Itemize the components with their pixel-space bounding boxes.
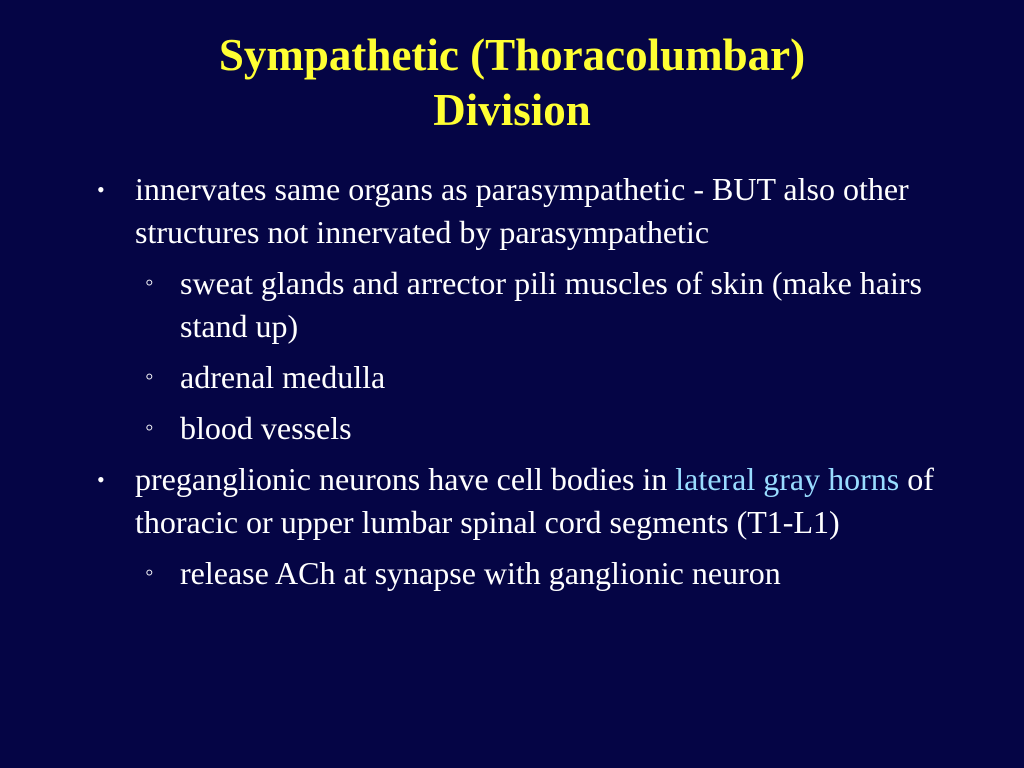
bullet-item <box>0 458 955 544</box>
slide-title <box>0 28 1024 138</box>
sub-bullet-item <box>0 407 940 450</box>
sub-bullet-text: adrenal medulla <box>180 359 386 395</box>
sub-bullet-marker: ◦ <box>145 415 154 441</box>
highlight-term: lateral gray horns <box>675 461 900 497</box>
sub-bullet-text: blood vessels <box>180 410 352 446</box>
bullet-item <box>0 168 955 254</box>
bullet-marker: • <box>97 467 105 492</box>
sub-bullet-marker: ◦ <box>145 364 154 390</box>
bullet-text-before: preganglionic neurons have cell bodies in <box>135 461 676 497</box>
sub-bullet-item <box>0 552 940 595</box>
slide-title-line-2: Division <box>433 85 591 135</box>
slide-body <box>0 168 1024 603</box>
sub-bullet-marker: ◦ <box>145 270 154 296</box>
slide-title-line-1: Sympathetic (Thoracolumbar) <box>218 30 806 80</box>
sub-bullet-item <box>0 356 940 399</box>
sub-bullet-marker: ◦ <box>145 560 154 586</box>
sub-bullet-item <box>0 262 940 348</box>
bullet-text-after: of thoracic or upper lumbar spinal cord segments (T1-L1) <box>135 461 934 540</box>
bullet-text: innervates same organs as parasympathetic - BUT also other structures not innervated by parasympathetic <box>135 171 909 250</box>
sub-bullet-text: sweat glands and arrector pili muscles of skin (make hairs stand up) <box>180 265 922 344</box>
bullet-marker: • <box>97 177 105 202</box>
sub-bullet-text: release ACh at synapse with ganglionic neuron <box>180 555 781 591</box>
